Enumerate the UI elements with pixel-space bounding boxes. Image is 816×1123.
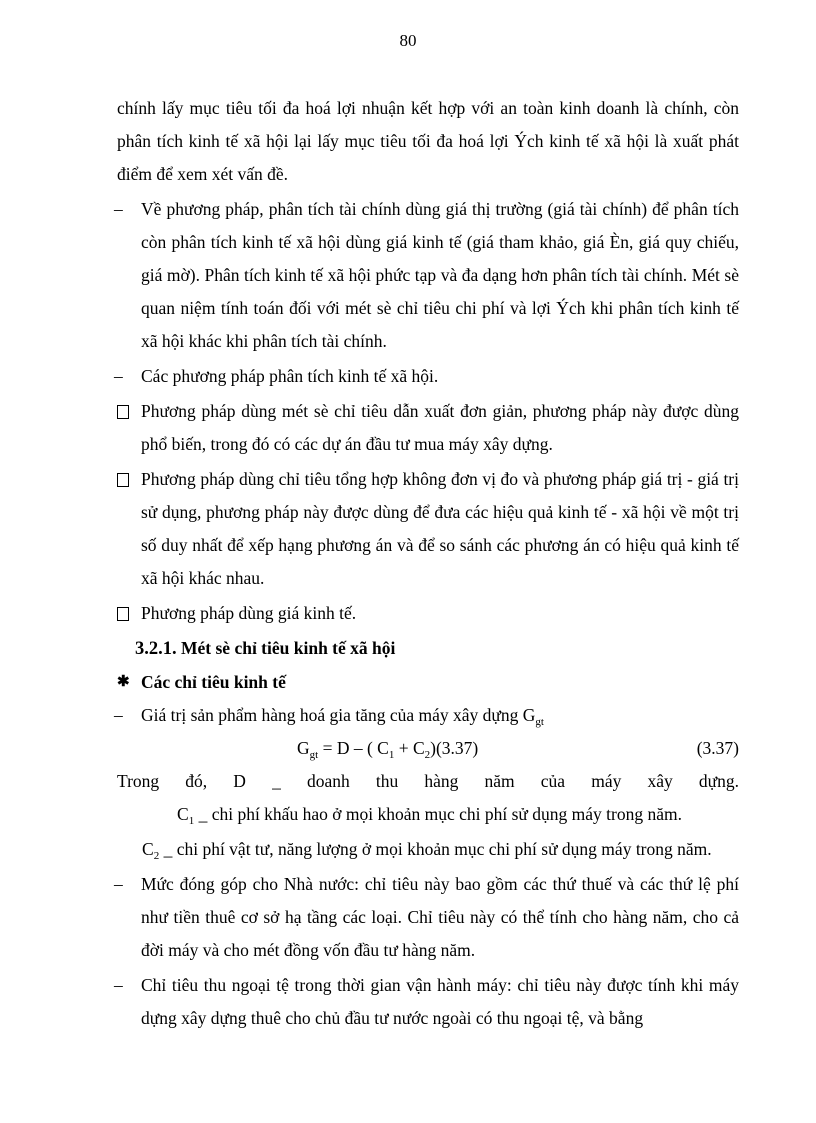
subheading	[117, 666, 739, 699]
dash-item-text: Các phương pháp phân tích kinh tế xã hội.	[141, 366, 439, 386]
dash-item-methods-list	[114, 360, 739, 393]
dash-item-method	[114, 193, 739, 358]
dash-item-text: Chỉ tiêu thu ngoại tệ trong thời gian vận hành máy: chỉ tiêu này được tính khi máy dựng xây dựng thuê cho chủ đầu tư nước ngoài có thu ngoại tệ, và bằng	[141, 975, 739, 1028]
dash-item-text: Về phương pháp, phân tích tài chính dùng giá thị trường (giá tài chính) để phân tích còn phân tích kinh tế xã hội dùng giá kinh tế (giá tham khảo, giá Èn, giá quy chiếu, giá mờ). Phân tích kinh tế xã hội phức tạp và đa dạng hơn phân tích tài chính. Mét sè quan niệm tính toán đối với mét sè chỉ tiêu chi phí và lợi Ých khi phân tích kinh tế xã hội khác khi phân tích tài chính.	[141, 199, 739, 351]
dash-marker: –	[114, 874, 123, 894]
definition-c2: $C_2$ _ chi phí vật tư, năng lượng ở mọi khoản mục chi phí sử dụng máy trong năm.	[142, 839, 712, 862]
dash-item-text: Mức đóng góp cho Nhà nước: chỉ tiêu này bao gồm các thứ thuế và các thứ lệ phí như tiền thuê cơ sở hạ tầng các loại. Chỉ tiêu này có thể tính cho hàng năm, cho cả đời máy và cho mét đồng vốn đầu tư hàng năm.	[141, 874, 739, 960]
dash-item-foreign-currency	[114, 969, 739, 1035]
dash-marker: –	[114, 975, 123, 995]
section-heading	[117, 632, 739, 666]
checkbox-icon	[117, 607, 129, 621]
dash-item-state-contribution	[114, 868, 739, 967]
box-item-simple-indicators	[117, 395, 739, 461]
equation-3-37	[117, 732, 739, 765]
page-number: 80	[399, 31, 417, 50]
dash-item-gtt	[114, 699, 739, 732]
star-bullet-icon: ✱	[117, 674, 130, 690]
equation-formula: $G_{gt} = D$ – ( $C_1 + C_2)(3.37)$	[297, 738, 479, 761]
equation-number: (3.37)	[696, 738, 739, 758]
box-item-text: Phương pháp dùng mét sè chỉ tiêu dẫn xuất đơn giản, phương pháp này được dùng phổ biến, trong đó có các dự án đầu tư mua máy xây dựng.	[141, 401, 739, 454]
definition-c1: $C_1$ _ chi phí khấu hao ở mọi khoản mục chi phí sử dụng máy trong năm.	[177, 804, 682, 827]
dash-marker: –	[114, 366, 123, 386]
intro-paragraph: chính lấy mục tiêu tối đa hoá lợi nhuận kết hợp với an toàn kinh doanh là chính, còn phân tích kinh tế xã hội lại lấy mục tiêu tối đa hoá lợi Ých kinh tế xã hội là xuất phát điểm để xem xét vấn đề.	[117, 98, 739, 184]
section-title: Mét sè chỉ tiêu kinh tế xã hội	[181, 638, 396, 658]
subheading-text: Các chỉ tiêu kinh tế	[141, 672, 286, 692]
dash-marker: –	[114, 199, 123, 219]
box-item-economic-price	[117, 597, 739, 630]
checkbox-icon	[117, 405, 129, 419]
box-item-text: Phương pháp dùng chỉ tiêu tổng hợp không đơn vị đo và phương pháp giá trị - giá trị sử dụng, phương pháp này được dùng để đưa các hiệu quả kinh tế - xã hội về một trị số duy nhất để xếp hạng phương án và để so sánh các phương án có hiệu quả kinh tế xã hội khác nhau.	[141, 469, 739, 588]
section-number: 3.2.1.	[135, 639, 177, 659]
gtt-text: Giá trị sản phẩm hàng hoá gia tăng của máy xây dựng G	[141, 705, 536, 725]
box-item-composite-indicators	[117, 463, 739, 595]
page-content	[114, 92, 739, 1035]
gtt-subscript: gt	[535, 716, 544, 728]
box-item-text: Phương pháp dùng giá kinh tế.	[141, 603, 357, 623]
dash-marker: –	[114, 705, 123, 725]
definition-d: Trong đó, D _ doanh thu hàng năm của máy xây dựng.	[117, 771, 739, 791]
checkbox-icon	[117, 473, 129, 487]
